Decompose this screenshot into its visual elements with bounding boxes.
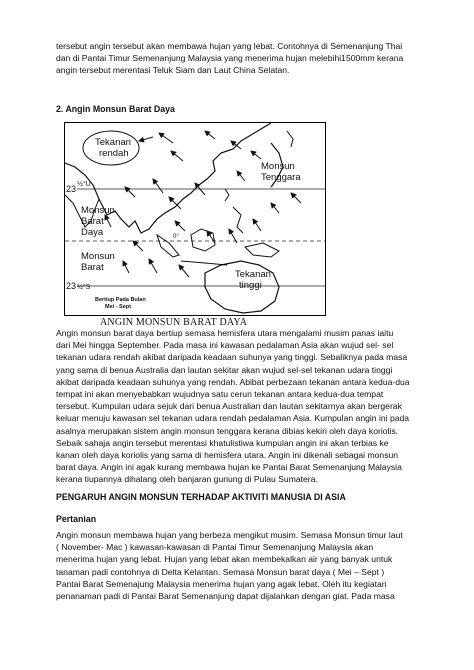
equator-label: 0°: [173, 234, 179, 240]
philippines-islands: [233, 207, 243, 233]
body-line: keluar menuju kawasan sel tekanan udara rendah pedalaman Asia. Kumpulan angin ini pada: [56, 413, 410, 424]
intro-line: tersebut angin tersebut akan membawa hujan yang lebat. Contohnya di Semenanjung Thai: [56, 41, 403, 51]
wind-arrow: [179, 265, 189, 277]
lat-north-label: 23: [66, 184, 77, 194]
lat-south-unit-label: ½°S: [77, 284, 91, 291]
footnote-line-2: Mei - Sept: [105, 304, 131, 310]
low-pressure-label-1: Tekanan: [95, 137, 131, 148]
wind-arrow: [291, 193, 301, 203]
high-pressure-label-1: Tekanan: [235, 269, 271, 280]
body-line: Angin monsun barat daya bertiup semasa hemisfera utara mengalami musim panas iaitu: [56, 328, 394, 338]
agri-line: Pantai Barat Semenajung Malaysia menerima hujan yang agak lebat. Oleh itu kegiatan: [56, 578, 387, 589]
body-line: dari Mei hingga September. Pada masa ini kawasan pedalaman Asia akan wujud sel- sel: [56, 340, 394, 351]
monsoon-northwest-label-1: Monsun: [81, 251, 115, 262]
intro-paragraph: [56, 40, 420, 77]
agri-line: penanaman padi di Pantai Barat Semenanjung dapat dijalankan dengan giat. Pada masa: [56, 591, 395, 602]
wind-arrow: [253, 219, 261, 231]
wind-arrow: [125, 187, 135, 197]
high-pressure-label-2: tinggi: [239, 280, 262, 291]
agri-line: tanaman padi contohnya di Delta Kelantan. Semasa Monsun barat daya ( Mei – Sept ): [56, 566, 385, 577]
monsoon-map-drawing: [65, 123, 325, 315]
map-caption: ANGIN MONSUN BARAT DAYA: [100, 317, 248, 328]
monsoon-southeast-label-1: Monsun: [261, 161, 295, 172]
monsoon-southeast-label-2: Tenggara: [261, 172, 301, 183]
body-line: kanan oleh daya koriolis yang sama di hemisfera utara. Angin ini dikenali sebagai monsun: [56, 450, 399, 461]
body-line: tersebut. Kumpulan udara sejuk dari benua Australian dan lautan sekitarnya akan bergerak: [56, 401, 402, 412]
intro-line: dan di Pantai Timur Semenanjung Malaysia yang menerima hujan melebihi1500mm kerana: [56, 53, 404, 64]
lat-north-unit-label: ½°U: [77, 181, 91, 188]
borneo-island: [191, 229, 215, 251]
wind-arrow: [237, 171, 245, 181]
body-line: akibat daripada keadaan suhunya yang rendah. Abibat perbezaan tekanan antara kedua-dua: [56, 376, 410, 387]
body-line: yang sama di benua Australia dan lautan sekitar akan wujud sel-sel tekanan udara tinggi: [56, 364, 393, 375]
monsoon-map: [64, 122, 326, 316]
agri-line: Angin monsun membawa hujan yang berbeza mengikut musim. Semasa Monsun timur laut: [56, 530, 403, 540]
wind-arrow: [271, 203, 279, 213]
monsoon-northwest-label-2: Barat: [81, 262, 104, 273]
lat-south-label: 23: [66, 281, 77, 291]
agri-line: ( November- Mac ) kawasan-kawasan di Pantai Timur Semenanjung Malaysia akan: [56, 542, 374, 553]
agriculture-paragraph: [56, 529, 420, 602]
wind-arrow: [175, 221, 185, 231]
body-line: Sebaik sahaja angin tersebut merentasi khatulistiwa kumpulan angin ini akan terbias ke: [56, 437, 389, 448]
wind-arrow: [133, 241, 143, 251]
wind-arrow: [159, 133, 173, 143]
body-line: tempat ini akan menyebabkan wujudnya satu cerun tekanan antara kedua-dua tempat: [56, 389, 384, 400]
wind-arrow: [105, 215, 111, 227]
wind-arrow: [149, 259, 157, 273]
new-guinea-island: [245, 243, 279, 257]
taiwan-island: [225, 189, 229, 201]
japan-north-island: [287, 131, 293, 147]
body-line: barat daya. Angin ini agak kurang membawa hujan ke Pantai Barat Semenanjung Malaysia: [56, 462, 402, 473]
wind-arrow: [153, 179, 163, 193]
wind-arrow: [171, 151, 183, 161]
footnote-line-1: Bertiup Pada Bulan: [95, 297, 146, 303]
low-pressure-label-2: rendah: [99, 148, 129, 159]
body-paragraph: [56, 327, 420, 486]
body-line: kerana tiupannya dihalang oleh banjaran gunung di Pulau Sumatera.: [56, 474, 318, 485]
wind-arrow: [251, 151, 261, 159]
monsoon-southwest-label-1: Monsun: [81, 205, 115, 216]
wind-arrow: [139, 137, 153, 141]
monsoon-southwest-label-3: Daya: [81, 227, 104, 238]
section2-heading: PENGARUH ANGIN MONSUN TERHADAP AKTIVITI MANUSIA DI ASIA: [56, 492, 346, 502]
intro-line: angin tersebut merentasi Teluk Siam dan Laut China Selatan.: [56, 65, 290, 76]
section-heading: 2. Angin Monsun Barat Daya: [56, 104, 175, 114]
body-line: tekanan udara rendah akibat daripada keadaan suhunya yang tinggi. Sebaliknya pada masa: [56, 352, 408, 363]
subheading-pertanian: Pertanian: [56, 514, 97, 524]
wind-arrow: [205, 131, 215, 139]
monsoon-southwest-label-2: Barat: [81, 216, 104, 227]
java-islands: [181, 261, 227, 265]
wind-arrow: [123, 261, 129, 273]
body-line: asalnya merupakan sistem angin monsun tenggara kerana dibias kekiri oleh daya koriolis.: [56, 425, 399, 436]
agri-line: menerima hujan yang lebat. Hujan yang lebat akan membekalkan air yang banyak untuk: [56, 554, 393, 565]
